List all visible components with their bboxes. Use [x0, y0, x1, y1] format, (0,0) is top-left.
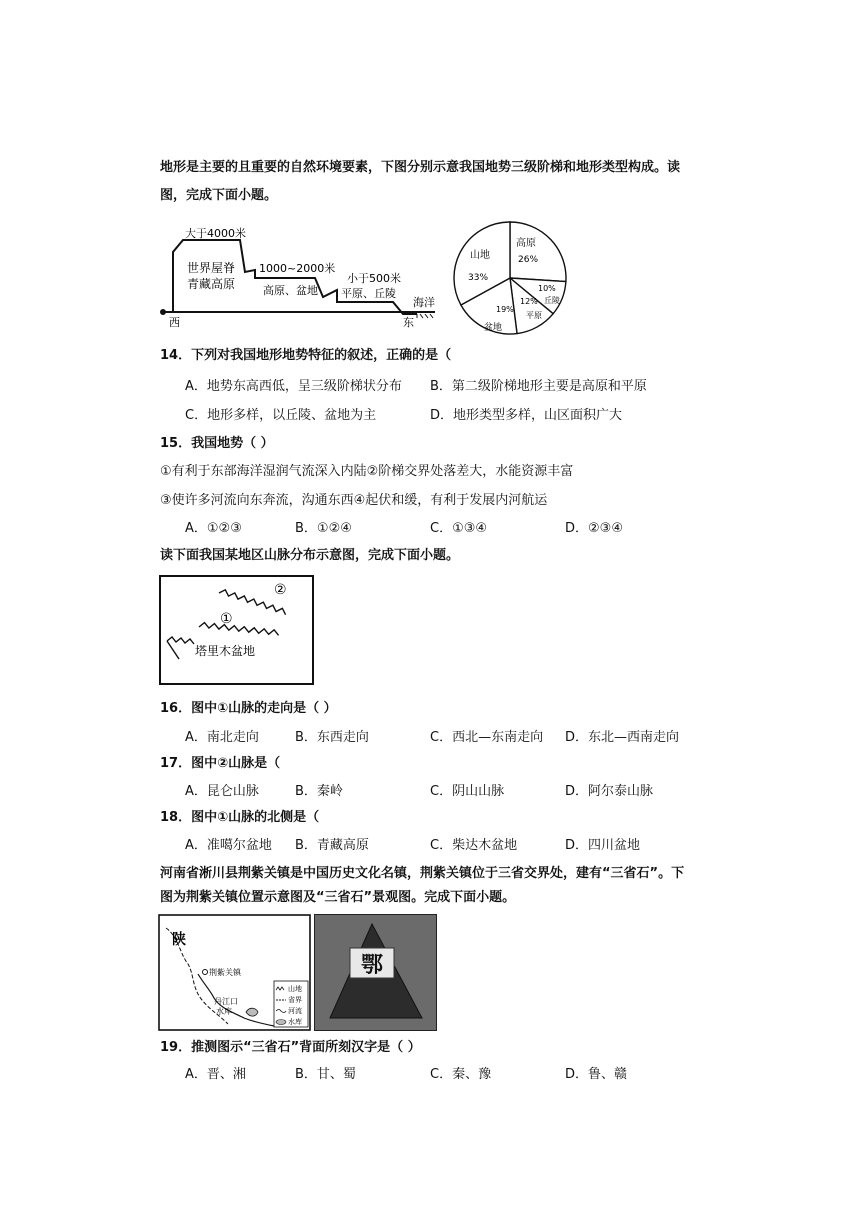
q14-option-a[interactable]: A．地势东高西低，呈三级阶梯状分布 [185, 379, 402, 394]
pie-value-hill: 10% [538, 284, 556, 293]
mountain-2-marker: ② [274, 582, 287, 598]
q15-option-b[interactable]: B．①②④ [295, 521, 352, 536]
label-above-4000m: 大于4000米 [185, 227, 246, 240]
q18-stem: 18．图中①山脉的北侧是（ [160, 810, 320, 825]
q14-option-d[interactable]: D．地形类型多样，山区面积广大 [430, 408, 623, 423]
q16-option-b[interactable]: B．东西走向 [295, 730, 369, 745]
q15-statements-2: ③使许多河流向东奔流，沟通东西④起伏和缓，有利于发展内河航运 [160, 493, 548, 508]
q14-option-c[interactable]: C．地形多样，以丘陵、盆地为主 [185, 408, 377, 423]
label-qinghai-tibet: 青藏高原 [187, 277, 236, 291]
q17-option-b[interactable]: B．秦岭 [295, 784, 343, 799]
intro-paragraph-3-line-1: 河南省淅川县荆紫关镇是中国历史文化名镇，荆紫关镇位于三省交界处，建有“三省石”。下 [160, 866, 685, 881]
q17-stem: 17．图中②山脉是（ [160, 756, 281, 771]
label-below-500m: 小于500米 [347, 272, 401, 285]
q16-option-d[interactable]: D．东北—西南走向 [565, 730, 680, 745]
pie-label-plateau: 高原 [516, 238, 536, 249]
pie-value-plain: 12% [520, 297, 538, 306]
pie-label-mountain: 山地 [470, 250, 490, 261]
label-west: 西 [169, 316, 180, 329]
label-world-roof: 世界屋脊 [187, 261, 236, 275]
pie-slice-高原 [510, 222, 566, 282]
shaanxi-label: 陕 [172, 932, 186, 948]
terrain-type-pie-chart [448, 218, 573, 340]
reservoir-symbol [276, 1020, 286, 1025]
tarim-basin-label: 塔里木盆地 [195, 644, 256, 658]
west-marker [160, 309, 166, 315]
q17-option-a[interactable]: A．昆仑山脉 [185, 784, 259, 799]
q19-option-c[interactable]: C．秦、豫 [430, 1067, 492, 1082]
pie-label-basin: 盆地 [484, 323, 503, 333]
pie-label-hill: 丘陵 [544, 296, 560, 305]
intro-paragraph-line-2: 图，完成下面小题。 [160, 188, 278, 203]
q16-option-a[interactable]: A．南北走向 [185, 730, 259, 745]
q15-option-d[interactable]: D．②③④ [565, 521, 623, 536]
q19-stem: 19．推测图示“三省石”背面所刻汉字是（ ） [160, 1040, 421, 1055]
q18-option-c[interactable]: C．柴达木盆地 [430, 838, 518, 853]
label-plain-hill: 平原、丘陵 [341, 287, 396, 300]
label-1000-2000m: 1000~2000米 [259, 262, 336, 275]
q17-option-d[interactable]: D．阿尔泰山脉 [565, 784, 654, 799]
legend-mountain: 山地 [288, 985, 302, 993]
q19-option-b[interactable]: B．甘、蜀 [295, 1067, 356, 1082]
legend-reservoir: 水库 [288, 1018, 302, 1026]
q19-option-a[interactable]: A．晋、湘 [185, 1067, 246, 1082]
legend-river: 河流 [288, 1007, 302, 1015]
mountain-1-marker: ① [220, 611, 233, 627]
three-province-stone-photo [314, 914, 437, 1031]
ocean-hatching [417, 314, 433, 318]
q15-statements-1: ①有利于东部海洋湿润气流深入内陆②阶梯交界处落差大，水能资源丰富 [160, 464, 574, 479]
q18-option-b[interactable]: B．青藏高原 [295, 838, 369, 853]
q15-option-c[interactable]: C．①③④ [430, 521, 488, 536]
label-ocean: 海洋 [413, 296, 435, 309]
q14-stem: 14．下列对我国地形地势特征的叙述，正确的是（ [160, 348, 452, 363]
q15-stem: 15．我国地势（ ） [160, 436, 274, 451]
pie-value-plateau: 26% [518, 255, 539, 265]
pie-value-basin: 19% [496, 305, 514, 314]
q16-option-c[interactable]: C．西北—东南走向 [430, 730, 544, 745]
q14-option-b[interactable]: B．第二级阶梯地形主要是高原和平原 [430, 379, 647, 394]
q18-option-d[interactable]: D．四川盆地 [565, 838, 641, 853]
stone-character: 鄂 [360, 953, 384, 978]
reservoir-label-2: 水库 [216, 1007, 232, 1016]
pie-label-plain: 平原 [526, 311, 542, 320]
q19-option-d[interactable]: D．鲁、赣 [565, 1067, 628, 1082]
q17-option-c[interactable]: C．阴山山脉 [430, 784, 505, 799]
jingziguan-location-map [158, 914, 311, 1031]
reservoir-label-1: 丹江口 [214, 997, 238, 1006]
q15-option-a[interactable]: A．①②③ [185, 521, 242, 536]
intro-paragraph-line-1: 地形是主要的且重要的自然环境要素，下图分别示意我国地势三级阶梯和地形类型构成。读 [160, 160, 681, 175]
intro-paragraph-3-line-2: 图为荆紫关镇位置示意图及“三省石”景观图。完成下面小题。 [160, 890, 516, 905]
town-label: 荆紫关镇 [209, 968, 241, 977]
label-plateau-basin: 高原、盆地 [263, 284, 318, 297]
q18-option-a[interactable]: A．准噶尔盆地 [185, 838, 272, 853]
map-frame [160, 576, 313, 684]
label-east: 东 [403, 316, 414, 329]
mountain-distribution-map [159, 575, 314, 685]
pie-value-mountain: 33% [468, 273, 489, 283]
intro-paragraph-2: 读下面我国某地区山脉分布示意图，完成下面小题。 [160, 548, 460, 563]
terrain-staircase-figure [155, 222, 440, 332]
q16-stem: 16．图中①山脉的走向是（ ） [160, 701, 337, 716]
legend-boundary: 省界 [288, 996, 302, 1004]
